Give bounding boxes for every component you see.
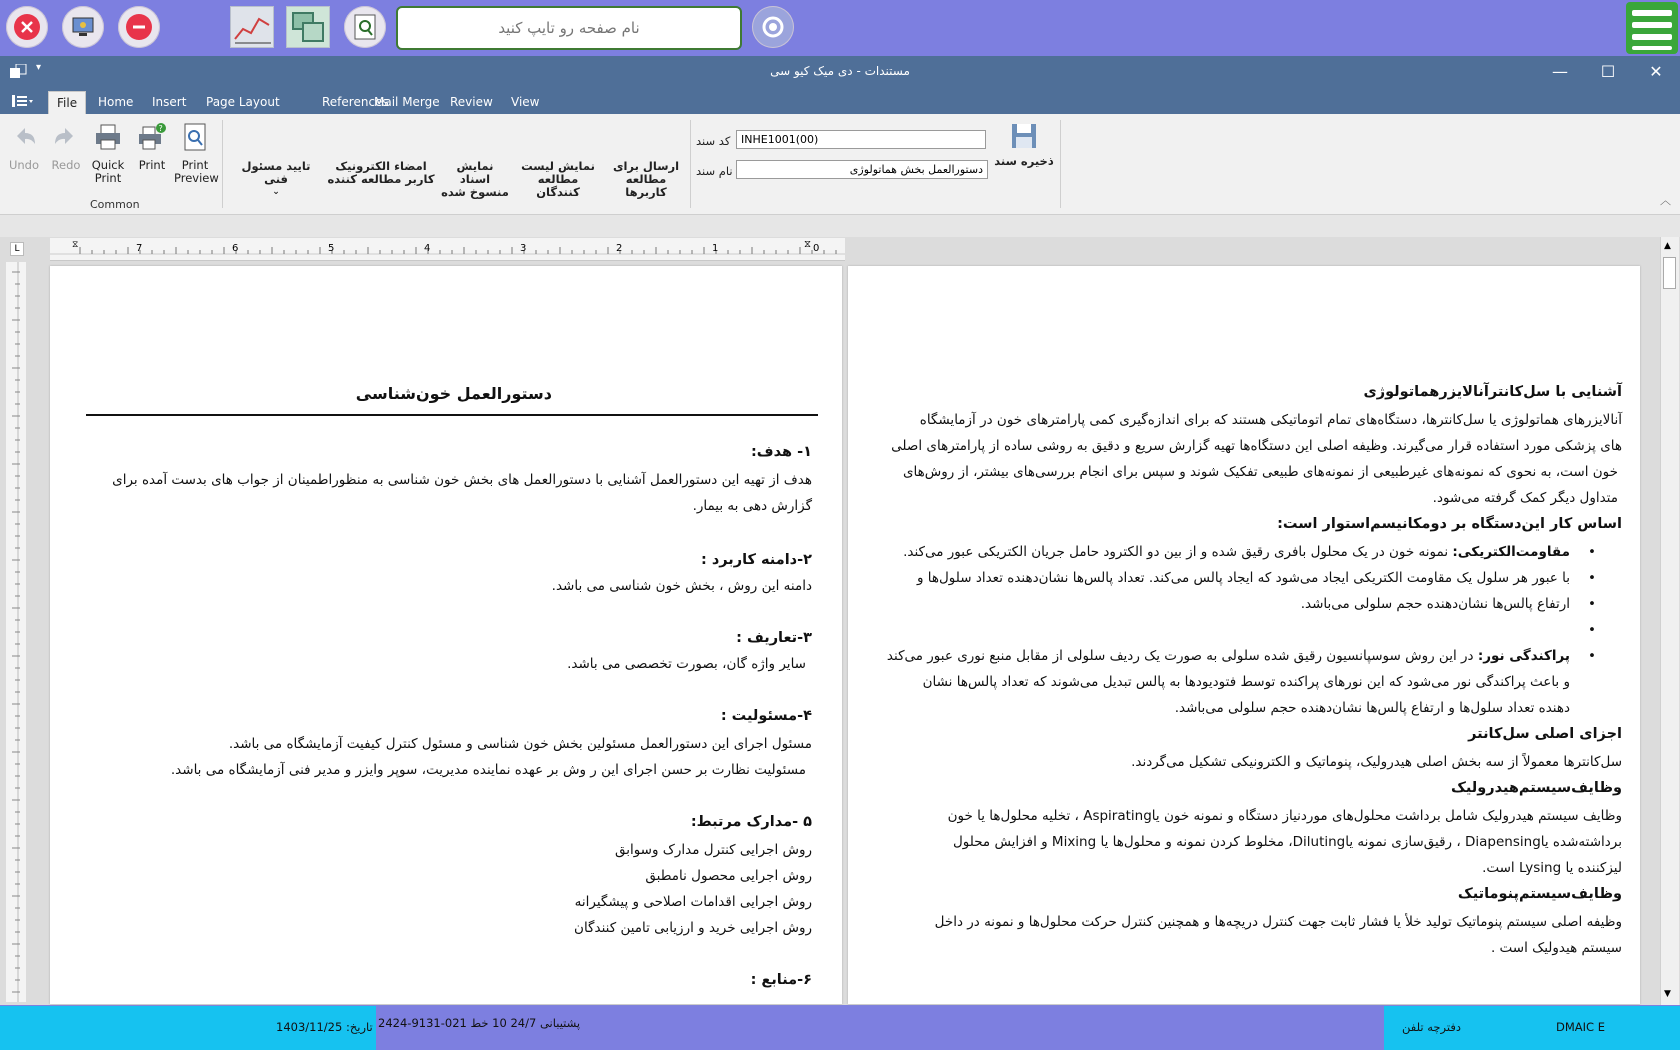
section-heading: ۴-مسئولیت : (720, 708, 812, 724)
redo-button[interactable] (48, 122, 84, 172)
doc-code-label: کد سند (696, 134, 731, 148)
printer-help-icon (137, 122, 167, 152)
doc-name-label: نام سند (696, 164, 733, 178)
close-icon (14, 14, 40, 40)
save-icon (1007, 120, 1041, 152)
quick-print-button[interactable] (88, 122, 128, 185)
status-date: تاریخ: 1403/11/25 (276, 1020, 373, 1034)
ruler-number: 6 (232, 243, 239, 254)
monitor-icon (62, 6, 104, 48)
esign-label-1: امضاء الکترونیک (335, 159, 427, 173)
tab-mail-merge[interactable]: Mail Merge (374, 95, 440, 109)
left-indent-marker[interactable]: ⧖ (72, 240, 79, 250)
tab-references[interactable]: References (322, 95, 389, 109)
print-label: Print (138, 158, 166, 172)
page-search-input[interactable] (396, 6, 742, 50)
main-menu-button[interactable] (1626, 2, 1678, 54)
collapse-ribbon-icon[interactable]: ︿ (1660, 194, 1671, 207)
undo-label: Undo (8, 158, 40, 172)
right-indent-marker[interactable]: ⧖ (804, 239, 812, 250)
paragraph-line: و باعث پراکندگی نور می‌شود که این نورهای پراکنده توسط فتودیودها به پالس تبدیل می‌شوند که تعداد پالس‌ها نشان (922, 674, 1570, 690)
bullet-item (903, 544, 1570, 560)
paragraph-line: روش اجرایی اقدامات اصلاحی و پیشگیرانه (574, 894, 812, 910)
show-obsolete-label-1: نمایش اسناد (456, 159, 494, 186)
section-heading: ۵ -مدارک مرتبط: (690, 814, 812, 830)
paragraph-line: برداشته‌شده یاDiapensing ، رقیق‌سازی نمونه یاDiluting، مخلوط کردن نمونه و محلول‌ها یا Mixing و افزایش محلول (952, 834, 1622, 850)
line-chart-icon (231, 7, 273, 47)
maximize-window-button[interactable]: ☐ (1600, 62, 1616, 81)
paragraph-line: دهنده تعداد سلول‌ها و ارتفاع پالس‌ها نشان‌دهنده حجم سلولی می‌باشد. (1174, 700, 1570, 716)
redo-icon (51, 122, 81, 152)
paragraph-line: های پزشکی مورد استفاده قرار می‌گیرند. وظیفه اصلی این دستگاه‌ها تهیه گزارش سریع و دقیق به روشی ساده از پارامترهای اصلی (891, 438, 1622, 454)
windows-icon (287, 7, 329, 47)
tab-review[interactable]: Review (450, 95, 493, 109)
windows-button[interactable] (286, 6, 330, 48)
window-title: مستندات - دی میک کیو سی (770, 64, 910, 78)
chevron-down-icon[interactable]: ▾ (36, 62, 42, 73)
show-readers-button[interactable] (516, 160, 600, 199)
paragraph-line: لیزکننده یا Lysing است. (1482, 860, 1622, 876)
refresh-button[interactable] (752, 6, 794, 48)
ribbon-panel (0, 114, 1680, 215)
hamburger-icon (1632, 10, 1672, 16)
tab-stop-selector[interactable]: L (10, 242, 24, 256)
ribbon-separator (1060, 120, 1061, 208)
ruler-number: 1 (712, 243, 719, 254)
show-obsolete-button[interactable] (440, 160, 510, 199)
print-preview-button[interactable] (174, 122, 219, 185)
bullet-bold-term: پراکندگی نور: (1477, 648, 1570, 664)
document-page-right[interactable] (848, 266, 1640, 1004)
tab-insert[interactable]: Insert (152, 95, 187, 109)
paragraph-line: وظیفه اصلی سیستم پنوماتیک تولید خلأ یا فشار ثابت جهت کنترل دریچه‌ها و همچنین کنترل حرکت محلول‌ها و نمونه در داخل (934, 914, 1622, 930)
vertical-scrollbar[interactable] (1660, 237, 1679, 1005)
vertical-ruler[interactable] (6, 262, 26, 1002)
paragraph-line: خون است، به نحوی که نمونه‌های غیرطبیعی از نمونه‌های طبیعی تفکیک شوند و سپس برای انجام بررسی‌های بیشتر، از روش‌های (902, 464, 1618, 480)
section-heading: ۲-دامنه کاربرد : (700, 552, 812, 568)
scroll-down-icon[interactable]: ▼ (1664, 989, 1671, 999)
ruler-number: 0 (813, 243, 820, 254)
scroll-up-icon[interactable]: ▲ (1664, 241, 1671, 251)
printer-icon (93, 122, 123, 152)
bullet-item (887, 648, 1570, 664)
tab-page-layout[interactable]: Page Layout (206, 95, 280, 109)
scrollbar-thumb[interactable] (1663, 257, 1676, 289)
paragraph-line: هدف از تهیه این دستورالعمل آشنایی با دستورالعمل های بخش خون شناسی به منظوراطمینان از جواب های بدست آمده برای (112, 472, 812, 488)
refresh-icon (752, 6, 794, 48)
group-common-label: Common (90, 198, 140, 211)
esign-button[interactable] (326, 160, 436, 186)
ruler-number: 7 (136, 243, 143, 254)
minimize-app-button[interactable] (118, 6, 160, 48)
send-users-label-1: ارسال برای (612, 159, 680, 173)
print-preview-label: Print Preview (174, 158, 219, 185)
paragraph-line: مسئولیت نظارت بر حسن اجرای این ر وش بر عهده نماینده مدیریت، سوپر وایزر و مدیر فنی آزمایشگاه می باشد. (170, 762, 806, 778)
ruler-number: 2 (616, 243, 623, 254)
ribbon-separator (690, 120, 691, 208)
paragraph-line: سل‌کانترها معمولاً از سه بخش اصلی هیدرولیک، پنوماتیک و الکترونیکی تشکیل می‌گردند. (1131, 754, 1622, 770)
paragraph-line: آنالایزرهای هماتولوژی یا سل‌کانترها، دستگاه‌های تمام اتوماتیکی هستند که برای اندازه‌گیری کمی پارامترهای خون در آزمایشگاه (919, 412, 1622, 428)
undo-button[interactable] (6, 122, 42, 172)
paragraph-line: گزارش دهی به بیمار. (692, 498, 812, 514)
document-title: دستورالعمل خون‌شناسی (355, 384, 552, 403)
doc-code-field[interactable] (736, 130, 986, 149)
show-obsolete-label-2: منسوخ شده (441, 185, 509, 199)
paragraph-line: متداول دیگر کمک گرفته می‌شود. (1432, 490, 1618, 506)
send-users-label-2: مطالعه کاربرها (625, 172, 667, 199)
horizontal-ruler[interactable] (50, 238, 845, 261)
esign-label-2: کاربر مطالعه کننده (327, 172, 435, 186)
paragraph-line: دامنه این روش ، بخش خون شناسی می باشد. (551, 578, 812, 594)
ruler-number: 4 (424, 243, 431, 254)
paragraph-line: وظایف سیستم هیدرولیک شامل برداشت محلول‌های موردنیاز دستگاه و نمونه خون یاAspirating ، تخلیه محلول‌ها یا خون (947, 808, 1622, 824)
ruler-number: 5 (328, 243, 335, 254)
redo-label: Redo (51, 158, 81, 172)
section-heading: آشنایی با سل‌کانترآنالایزرهماتولوژی (1363, 384, 1622, 400)
status-bar (0, 1006, 1680, 1050)
status-support: پشتیبانی 24/7 10 خط 021-9131-2424 (378, 1016, 581, 1030)
save-doc-label: ذخیره سند (994, 154, 1054, 168)
paragraph-line: مسئول اجرای این دستورالعمل مسئولین بخش خون شناسی و مسئول کنترل کیفیت آزمایشگاه می باشد. (228, 736, 812, 752)
send-users-button[interactable] (604, 160, 688, 199)
section-heading: ۱- هدف: (751, 444, 812, 460)
bullet-bold-term: مقاومت‌الکتریکی: (1452, 544, 1570, 560)
quick-print-label: Quick Print (91, 158, 125, 185)
bullet-item (917, 570, 1570, 586)
undo-icon (9, 122, 39, 152)
bullet-text: با عبور هر سلول یک مقاومت الکتریکی ایجاد می‌شود که ایجاد پالس می‌کند. تعداد پالس‌ها نشان‌دهنده تعداد سلول‌ها و (916, 570, 1570, 586)
magnifier-icon (344, 6, 386, 48)
bullet-text: نمونه خون در یک محلول بافری رقیق شده و از بین دو الکترود حامل جریان الکتریکی عبور می‌کند. (903, 544, 1453, 560)
save-doc-button[interactable] (994, 120, 1054, 168)
ribbon-tabs (0, 88, 1680, 114)
section-heading: ۶-منابع : (750, 972, 812, 988)
title-rule (86, 414, 818, 416)
show-readers-label-2: مطالعه کنندگان (536, 172, 580, 199)
ribbon-separator (222, 120, 223, 208)
show-readers-label-1: نمایش لیست (521, 159, 595, 173)
tab-home[interactable]: Home (98, 95, 134, 109)
section-heading: وظایف‌سیستم‌پنوماتیک (1457, 886, 1622, 902)
monitor-button[interactable] (62, 6, 104, 48)
chevron-down-icon: ⌄ (272, 187, 280, 197)
svg-text:?: ? (158, 124, 163, 133)
paragraph-line: سیستم هیدولیک است . (1490, 940, 1622, 956)
app-top-bar (0, 0, 1680, 56)
bullet-text: ارتفاع پالس‌ها نشان‌دهنده حجم سلولی می‌باشد. (1300, 596, 1570, 612)
section-heading: اساس کار این‌دستگاه بر دومکانیسم‌استوار است: (1277, 516, 1622, 532)
print-button[interactable] (134, 122, 170, 172)
tab-view[interactable]: View (511, 95, 540, 109)
close-window-button[interactable]: ✕ (1649, 62, 1663, 81)
section-heading: ۳-تعاریف : (736, 630, 812, 646)
paragraph-line: روش اجرایی خرید و ارزیابی تامین کنندگان (574, 920, 812, 936)
approve-tech-button[interactable] (232, 160, 320, 199)
paragraph-line: سایر واژه گان، بصورت تخصصی می باشد. (567, 656, 806, 672)
close-app-button[interactable] (6, 6, 48, 48)
approve-tech-label: تایید مسئول فنی (241, 159, 311, 186)
ruler-number: 3 (520, 243, 527, 254)
print-preview-icon (180, 122, 210, 152)
phonebook-link[interactable]: دفترچه تلفن (1402, 1020, 1461, 1034)
doc-name-field[interactable] (736, 160, 988, 179)
app-menu-icon[interactable] (12, 94, 34, 108)
find-button[interactable] (344, 6, 386, 48)
paragraph-line: روش اجرایی کنترل مدارک وسوابق (614, 842, 812, 858)
section-heading: اجزای اصلی سل‌کانتر (1468, 726, 1622, 742)
tab-file[interactable]: File (48, 91, 86, 115)
bullet-item (1301, 596, 1570, 612)
bullet-text: در این روش سوسپانسیون رقیق شده سلولی به صورت یک ردیف سلولی از مقابل منبع نوری عبور می‌کند (886, 648, 1478, 664)
document-page-left[interactable] (50, 266, 842, 1004)
minimize-window-button[interactable]: — (1552, 62, 1568, 81)
section-heading: وظایف‌سیستم‌هیدرولیک (1451, 780, 1622, 796)
ribbon-bottom-strip (0, 215, 1680, 237)
minus-icon (126, 14, 152, 40)
window-title-bar (0, 56, 1680, 88)
paragraph-line: روش اجرایی محصول نامطبق (645, 868, 812, 884)
chart-button[interactable] (230, 6, 274, 48)
status-app-name: DMAIC E (1556, 1020, 1605, 1034)
